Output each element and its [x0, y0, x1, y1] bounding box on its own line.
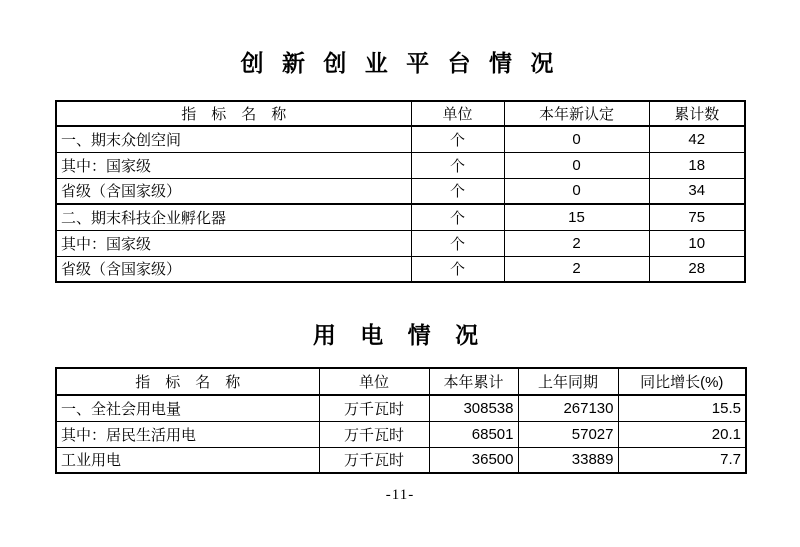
ytd-cell: 36500	[429, 447, 518, 473]
unit-cell: 个	[411, 178, 504, 204]
indicator-cell: 省级（含国家级）	[56, 256, 411, 282]
table-row	[56, 126, 745, 152]
column-header-unit: 单位	[411, 101, 504, 126]
unit-cell: 个	[411, 256, 504, 282]
column-header-prev-year: 上年同期	[518, 368, 618, 395]
indicator-cell: 工业用电	[56, 447, 319, 473]
unit-cell: 万千瓦时	[319, 421, 429, 447]
ytd-cell: 308538	[429, 395, 518, 421]
table-row	[56, 178, 745, 204]
column-header-yoy-growth: 同比增长(%)	[618, 368, 746, 395]
column-header-ytd: 本年累计	[429, 368, 518, 395]
table-row	[56, 152, 745, 178]
indicator-cell: 一、期末众创空间	[56, 126, 411, 152]
table-row	[56, 447, 746, 473]
unit-cell: 个	[411, 126, 504, 152]
column-header-unit: 单位	[319, 368, 429, 395]
platform-table-header-row	[56, 101, 745, 126]
unit-cell: 个	[411, 152, 504, 178]
indicator-cell: 其中：国家级	[56, 230, 411, 256]
column-header-cumulative: 累计数	[649, 101, 745, 126]
cumulative-cell: 34	[649, 178, 745, 204]
table-row	[56, 421, 746, 447]
new-this-year-cell: 0	[504, 178, 649, 204]
yoy-growth-cell: 7.7	[618, 447, 746, 473]
electricity-section-title: 用 电 情 况	[312, 322, 488, 348]
table-row	[56, 230, 745, 256]
electricity-table	[55, 367, 747, 474]
new-this-year-cell: 2	[504, 256, 649, 282]
new-this-year-cell: 0	[504, 152, 649, 178]
unit-cell: 万千瓦时	[319, 447, 429, 473]
new-this-year-cell: 0	[504, 126, 649, 152]
column-header-new-this-year: 本年新认定	[504, 101, 649, 126]
column-header-indicator: 指 标 名 称	[56, 368, 319, 395]
yoy-growth-cell: 20.1	[618, 421, 746, 447]
indicator-cell: 一、全社会用电量	[56, 395, 319, 421]
cumulative-cell: 10	[649, 230, 745, 256]
table-row	[56, 204, 745, 230]
unit-cell: 个	[411, 230, 504, 256]
page-number: -11-	[385, 487, 415, 503]
indicator-cell: 其中：居民生活用电	[56, 421, 319, 447]
prev-year-cell: 33889	[518, 447, 618, 473]
electricity-table-header-row	[56, 368, 746, 395]
new-this-year-cell: 15	[504, 204, 649, 230]
indicator-cell: 其中：国家级	[56, 152, 411, 178]
unit-cell: 万千瓦时	[319, 395, 429, 421]
column-header-indicator: 指 标 名 称	[56, 101, 411, 126]
unit-cell: 个	[411, 204, 504, 230]
cumulative-cell: 28	[649, 256, 745, 282]
new-this-year-cell: 2	[504, 230, 649, 256]
cumulative-cell: 75	[649, 204, 745, 230]
platform-section-title: 创 新 创 业 平 台 情 况	[240, 50, 560, 76]
yoy-growth-cell: 15.5	[618, 395, 746, 421]
platform-table	[55, 100, 746, 283]
ytd-cell: 68501	[429, 421, 518, 447]
indicator-cell: 省级（含国家级）	[56, 178, 411, 204]
prev-year-cell: 57027	[518, 421, 618, 447]
prev-year-cell: 267130	[518, 395, 618, 421]
table-row	[56, 256, 745, 282]
table-row	[56, 395, 746, 421]
cumulative-cell: 42	[649, 126, 745, 152]
cumulative-cell: 18	[649, 152, 745, 178]
indicator-cell: 二、期末科技企业孵化器	[56, 204, 411, 230]
